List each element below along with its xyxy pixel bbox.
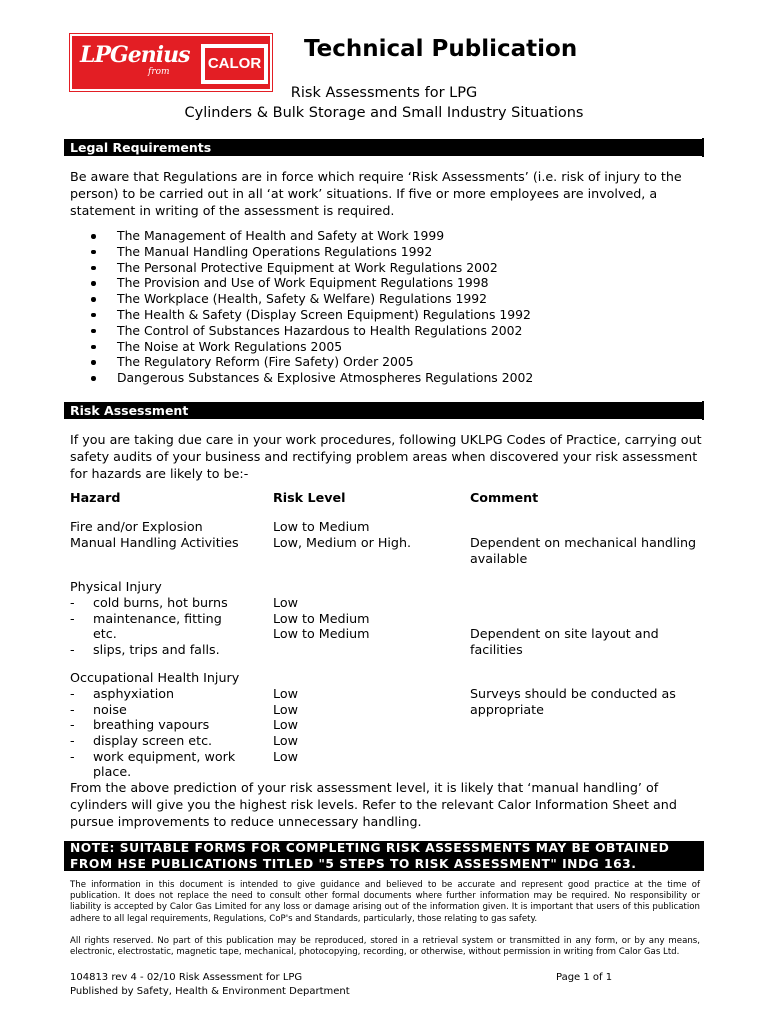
column-header-comment: Comment xyxy=(470,490,539,505)
level-manual-handling: Low, Medium or High. xyxy=(273,535,412,550)
hazard-manual-handling: Manual Handling Activities xyxy=(70,535,239,550)
footer-page-number: Page 1 of 1 xyxy=(556,972,613,983)
physical-level: Low xyxy=(273,595,298,610)
calor-badge-text: CALOR xyxy=(205,48,264,80)
physical-item: cold burns, hot burns xyxy=(93,595,228,610)
dash-marker: - xyxy=(70,642,75,657)
list-item: The Provision and Use of Work Equipment Regulations 1998 xyxy=(86,275,533,291)
calor-badge xyxy=(201,44,268,84)
legal-intro-paragraph: Be aware that Regulations are in force which require ‘Risk Assessments’ (i.e. risk of injury to the person) to be carried out in all ‘at work’ situations. If five or more employees are involved, a statement in writing of the assessment is required. xyxy=(70,169,682,218)
logo-from-text: from xyxy=(148,67,170,77)
dash-marker: - xyxy=(70,749,75,764)
footer-published-by: Published by Safety, Health & Environment Department xyxy=(70,986,350,997)
column-header-hazard: Hazard xyxy=(70,490,121,505)
occupational-item: asphyxiation xyxy=(93,686,175,701)
list-item: The Noise at Work Regulations 2005 xyxy=(86,339,533,355)
occupational-item: breathing vapours xyxy=(93,717,210,732)
dash-marker: - xyxy=(70,717,75,732)
physical-item: etc. xyxy=(93,626,117,641)
comment-physical-2: facilities xyxy=(470,642,523,657)
dash-marker: - xyxy=(70,686,75,701)
occupational-level: Low xyxy=(273,702,298,717)
comment-occupational-2: appropriate xyxy=(470,702,544,717)
footer-reference: 104813 rev 4 - 02/10 Risk Assessment for LPG xyxy=(70,972,303,983)
list-item: The Health & Safety (Display Screen Equipment) Regulations 1992 xyxy=(86,307,533,323)
occupational-item: work equipment, work xyxy=(93,749,236,764)
occupational-level: Low xyxy=(273,717,298,732)
physical-item: slips, trips and falls. xyxy=(93,642,220,657)
occupational-item: noise xyxy=(93,702,127,717)
subtitle-line-1: Risk Assessments for LPG xyxy=(290,85,478,101)
occupational-level: Low xyxy=(273,733,298,748)
list-item: The Regulatory Reform (Fire Safety) Order 2005 xyxy=(86,354,533,370)
dash-marker: - xyxy=(70,595,75,610)
occupational-item: display screen etc. xyxy=(93,733,213,748)
logo-brand-text: LPGenius xyxy=(80,42,190,68)
level-fire: Low to Medium xyxy=(273,519,370,534)
list-item: The Manual Handling Operations Regulations 1992 xyxy=(86,244,533,260)
comment-physical-1: Dependent on site layout and xyxy=(470,626,659,641)
lpgenius-calor-logo xyxy=(70,34,272,91)
column-header-risk-level: Risk Level xyxy=(273,490,346,505)
subtitle-line-2: Cylinders & Bulk Storage and Small Industry Situations xyxy=(184,105,584,121)
hse-note-banner xyxy=(64,841,704,871)
dash-marker: - xyxy=(70,611,75,626)
comment-manual-handling-1: Dependent on mechanical handling xyxy=(470,535,697,550)
physical-item: maintenance, fitting xyxy=(93,611,222,626)
hazard-physical-injury: Physical Injury xyxy=(70,579,162,594)
dash-marker: - xyxy=(70,702,75,717)
disclaimer-text: The information in this document is intended to give guidance and believed to be accurate and represent good practice at the time of publication. It does not replace the need to consult other formal documents where further information may be required. No responsibility or liability is accepted by Calor Gas Limited for any loss or damage arising out of the information given. It is important that users of this publication adhere to all legal requirements, Regulations, CoP's and Standards, particularly, those relating to gas safety. xyxy=(70,880,700,924)
risk-assessment-heading: Risk Assessment xyxy=(64,402,704,419)
hazard-fire: Fire and/or Explosion xyxy=(70,519,203,534)
physical-level: Low to Medium xyxy=(273,611,370,626)
regulations-list xyxy=(86,228,533,386)
rights-text: All rights reserved. No part of this publication may be reproduced, stored in a retrieval system or transmitted in any form, or by any means, electronic, electrostatic, magnetic tape, mechanical, photocopying, recording, or otherwise, without permission in writing from Calor Gas Ltd. xyxy=(70,936,700,958)
occupational-level: Low xyxy=(273,749,298,764)
dash-marker: - xyxy=(70,733,75,748)
risk-conclusion-paragraph: From the above prediction of your risk assessment level, it is likely that ‘manual handling’ of cylinders will give you the highest risk levels. Refer to the relevant Calor Information Sheet and pursue improvements to reduce unnecessary handling. xyxy=(70,780,677,829)
physical-level: Low to Medium xyxy=(273,626,370,641)
hazard-occupational-health: Occupational Health Injury xyxy=(70,670,240,685)
note-line-2: FROM HSE PUBLICATIONS TITLED "5 STEPS TO RISK ASSESSMENT" INDG 163. xyxy=(70,856,637,871)
occupational-item: place. xyxy=(93,764,132,779)
comment-manual-handling-2: available xyxy=(470,551,528,566)
list-item: Dangerous Substances & Explosive Atmospheres Regulations 2002 xyxy=(86,370,533,386)
comment-occupational-1: Surveys should be conducted as xyxy=(470,686,676,701)
list-item: The Workplace (Health, Safety & Welfare) Regulations 1992 xyxy=(86,291,533,307)
list-item: The Management of Health and Safety at Work 1999 xyxy=(86,228,533,244)
note-line-1: NOTE: SUITABLE FORMS FOR COMPLETING RISK ASSESSMENTS MAY BE OBTAINED xyxy=(70,841,670,855)
list-item: The Personal Protective Equipment at Work Regulations 2002 xyxy=(86,260,533,276)
page-title: Technical Publication xyxy=(304,36,578,62)
occupational-level: Low xyxy=(273,686,298,701)
risk-intro-paragraph: If you are taking due care in your work procedures, following UKLPG Codes of Practice, carrying out safety audits of your business and rectifying problem areas when discovered your risk assessment for hazards are likely to be:- xyxy=(70,432,702,481)
list-item: The Control of Substances Hazardous to Health Regulations 2002 xyxy=(86,323,533,339)
legal-requirements-heading: Legal Requirements xyxy=(64,139,704,156)
